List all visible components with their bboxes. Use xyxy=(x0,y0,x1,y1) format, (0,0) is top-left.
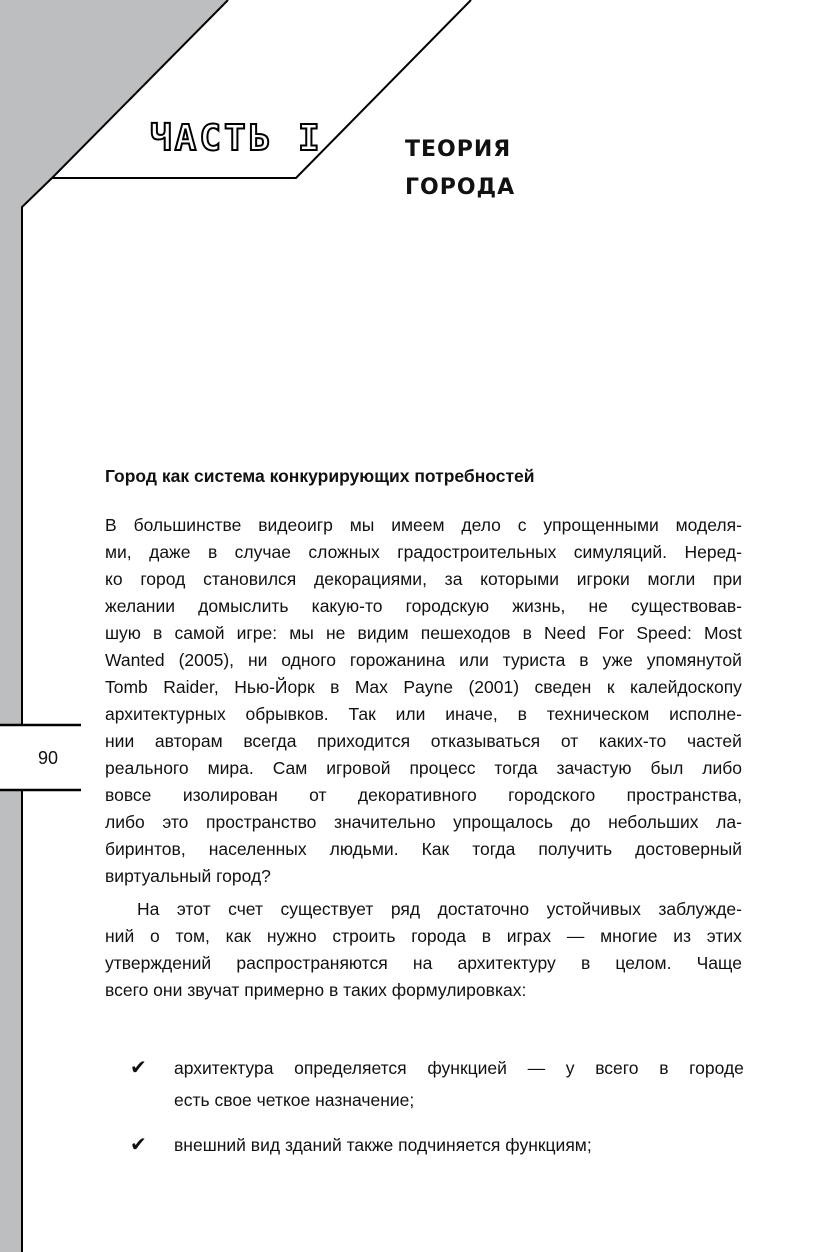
text-line xyxy=(105,923,742,950)
word: обрывков. xyxy=(245,704,329,724)
word: строить xyxy=(332,926,396,946)
bullet-text xyxy=(174,1052,744,1116)
word: каких-то xyxy=(598,731,667,751)
word: городе xyxy=(689,1058,744,1078)
word: этот xyxy=(176,899,211,919)
word: пешеходов xyxy=(420,623,511,643)
word: от xyxy=(560,731,579,751)
word: в xyxy=(153,623,163,643)
word: Raider, xyxy=(163,677,219,697)
word: при xyxy=(713,569,742,589)
word: упрощенными xyxy=(543,515,659,535)
part-title-line: ТЕОРИЯ xyxy=(405,137,512,162)
word: либо xyxy=(702,758,742,778)
word: тогда xyxy=(494,758,538,778)
word: городского xyxy=(508,785,596,805)
word: Need xyxy=(544,623,586,643)
word: целом. xyxy=(615,953,672,973)
word: у xyxy=(565,1058,575,1078)
word: населенных xyxy=(208,839,307,859)
text-line xyxy=(174,1084,744,1116)
word: зачастую xyxy=(556,758,632,778)
word: Most xyxy=(703,623,742,643)
word: изолирован xyxy=(182,785,278,805)
word: На xyxy=(137,899,160,919)
word: существует xyxy=(280,899,374,919)
paragraph xyxy=(105,512,742,890)
word: тогда xyxy=(472,839,516,859)
word: могли xyxy=(647,569,696,589)
word: упомянутой xyxy=(646,650,742,670)
word: даже xyxy=(149,542,191,562)
word: в xyxy=(517,704,527,724)
word: мы xyxy=(349,515,375,535)
word: самой xyxy=(174,623,225,643)
word: счет xyxy=(228,899,263,919)
word: шую xyxy=(105,623,141,643)
line-text: виртуальный город? xyxy=(105,866,271,886)
word: биринтов, xyxy=(105,839,186,859)
text-line xyxy=(105,977,742,1004)
bullet-item xyxy=(130,1129,744,1161)
word: архитектурных xyxy=(105,704,226,724)
text-line xyxy=(105,566,742,593)
word: или xyxy=(395,704,426,724)
word: Как xyxy=(421,839,450,859)
word: (2005), xyxy=(178,650,235,670)
text-line xyxy=(105,950,742,977)
word: не xyxy=(325,623,346,643)
word: ла- xyxy=(716,812,742,832)
part-title xyxy=(405,131,515,207)
word: этих xyxy=(706,926,742,946)
word: ний xyxy=(105,926,135,946)
word: распространяются xyxy=(236,953,388,973)
word: в xyxy=(481,926,492,946)
word: видеоигр xyxy=(258,515,333,535)
section-heading: Город как система конкурирующих потребностей xyxy=(105,466,535,486)
word: в xyxy=(580,953,591,973)
word: дело xyxy=(461,515,501,535)
word: как xyxy=(225,926,252,946)
word: Speed: xyxy=(636,623,692,643)
page-number: 90 xyxy=(38,748,59,768)
line-text: всего они звучат примерно в таких формулировках: xyxy=(105,980,527,1000)
word: от xyxy=(309,785,327,805)
word: утверждений xyxy=(105,953,212,973)
word: на xyxy=(412,953,433,973)
word: иначе, xyxy=(445,704,498,724)
word: калейдоскопу xyxy=(629,677,742,697)
word: заблужде- xyxy=(658,899,742,919)
word: жизнь, xyxy=(512,596,566,616)
word: реального xyxy=(105,758,189,778)
word: определяется xyxy=(294,1058,407,1078)
word: В xyxy=(105,515,117,535)
word: устойчивых xyxy=(546,899,641,919)
word: к xyxy=(606,677,615,697)
text-line xyxy=(105,809,742,836)
word: о xyxy=(149,926,160,946)
text-line xyxy=(105,863,742,890)
line-text: есть свое четкое назначение; xyxy=(174,1090,415,1110)
word: отказываться xyxy=(430,731,541,751)
word: том, xyxy=(175,926,210,946)
word: ко xyxy=(105,569,123,589)
checkmark-icon: ✔ xyxy=(130,1134,147,1156)
word: видим xyxy=(357,623,409,643)
word: до xyxy=(570,812,591,832)
text-line xyxy=(105,896,742,923)
word: Payne xyxy=(403,677,453,697)
word: Max xyxy=(354,677,388,697)
word: Wanted xyxy=(105,650,165,670)
word: из xyxy=(673,926,692,946)
word: ряд xyxy=(390,899,421,919)
word: Так xyxy=(348,704,376,724)
word: какую-то xyxy=(311,596,383,616)
body-text xyxy=(105,512,742,1004)
word: игре: xyxy=(236,623,278,643)
text-line xyxy=(105,755,742,782)
word: город xyxy=(140,569,186,589)
word: достаточно xyxy=(437,899,530,919)
word: пространства, xyxy=(626,785,742,805)
word: моделя- xyxy=(675,515,742,535)
bullet-item xyxy=(130,1052,744,1116)
word: или xyxy=(459,650,489,670)
part-label: ЧАСТЬ I xyxy=(150,118,323,159)
word: Нью-Йорк xyxy=(234,677,315,697)
word: симуляций. xyxy=(573,542,668,562)
bullet-text xyxy=(174,1129,744,1161)
word: небольших xyxy=(608,812,699,832)
word: — xyxy=(566,926,585,946)
word: архитектура xyxy=(174,1058,274,1078)
word: частей xyxy=(686,731,742,751)
text-line xyxy=(105,674,742,701)
word: ми, xyxy=(105,542,132,562)
word: домыслить xyxy=(198,596,289,616)
word: нужно xyxy=(266,926,317,946)
word: ни xyxy=(247,650,268,670)
part-title-line: ГОРОДА xyxy=(405,175,516,200)
word: — xyxy=(527,1058,546,1078)
word: мы xyxy=(289,623,314,643)
text-line xyxy=(174,1129,744,1161)
word: градостроительных xyxy=(397,542,557,562)
word: существовав- xyxy=(631,596,742,616)
word: пространство xyxy=(205,812,317,832)
word: многие xyxy=(600,926,658,946)
word: декоративного xyxy=(357,785,477,805)
word: не xyxy=(588,596,608,616)
word: техническом xyxy=(546,704,650,724)
word: процесс xyxy=(409,758,476,778)
word: которыми xyxy=(480,569,560,589)
word: архитектуру xyxy=(457,953,556,973)
line-text: внешний вид зданий также подчиняется функциям; xyxy=(174,1135,592,1155)
word: всего xyxy=(595,1058,639,1078)
text-line xyxy=(105,647,742,674)
word: всегда xyxy=(243,731,297,751)
word: сведен xyxy=(534,677,592,697)
word: в xyxy=(207,542,218,562)
word: был xyxy=(650,758,684,778)
word: горожанина xyxy=(349,650,446,670)
text-line xyxy=(105,512,742,539)
word: в xyxy=(579,650,589,670)
word: становился xyxy=(203,569,297,589)
text-line xyxy=(105,782,742,809)
text-line xyxy=(105,539,742,566)
word: уже xyxy=(602,650,633,670)
word: желании xyxy=(105,596,176,616)
word: значительно xyxy=(333,812,436,832)
word: (2001) xyxy=(468,677,520,697)
word: нии xyxy=(105,731,135,751)
word: Неред- xyxy=(684,542,742,562)
word: с xyxy=(517,515,527,535)
word: либо xyxy=(105,812,145,832)
text-line xyxy=(105,620,742,647)
word: игровой xyxy=(326,758,391,778)
word: декорациями, xyxy=(314,569,427,589)
word: мира. xyxy=(207,758,254,778)
text-line xyxy=(105,728,742,755)
word: играх xyxy=(506,926,552,946)
word: Tomb xyxy=(105,677,148,697)
text-line xyxy=(105,701,742,728)
word: получить xyxy=(538,839,613,859)
word: туриста xyxy=(502,650,566,670)
text-line xyxy=(105,836,742,863)
word: упрощалось xyxy=(453,812,554,832)
word: городскую xyxy=(405,596,490,616)
word: Чаще xyxy=(696,953,742,973)
word: людьми. xyxy=(329,839,399,859)
word: за xyxy=(444,569,463,589)
word: игроки xyxy=(576,569,630,589)
word: имеем xyxy=(391,515,445,535)
word: достоверный xyxy=(635,839,742,859)
word: вовсе xyxy=(105,785,152,805)
word: в xyxy=(659,1058,669,1078)
word: авторам xyxy=(154,731,223,751)
text-line xyxy=(174,1052,744,1084)
word: приходится xyxy=(317,731,411,751)
word: одного xyxy=(281,650,336,670)
word: в xyxy=(330,677,340,697)
word: в xyxy=(522,623,532,643)
checkmark-icon: ✔ xyxy=(130,1057,147,1079)
word: города xyxy=(411,926,466,946)
word: это xyxy=(162,812,189,832)
word: случае xyxy=(234,542,291,562)
word: сложных xyxy=(308,542,380,562)
word: большинстве xyxy=(133,515,242,535)
word: Сам xyxy=(272,758,308,778)
word: исполне- xyxy=(669,704,742,724)
text-line xyxy=(105,593,742,620)
word: функцией xyxy=(427,1058,507,1078)
word: For xyxy=(598,623,625,643)
paragraph xyxy=(105,896,742,1004)
